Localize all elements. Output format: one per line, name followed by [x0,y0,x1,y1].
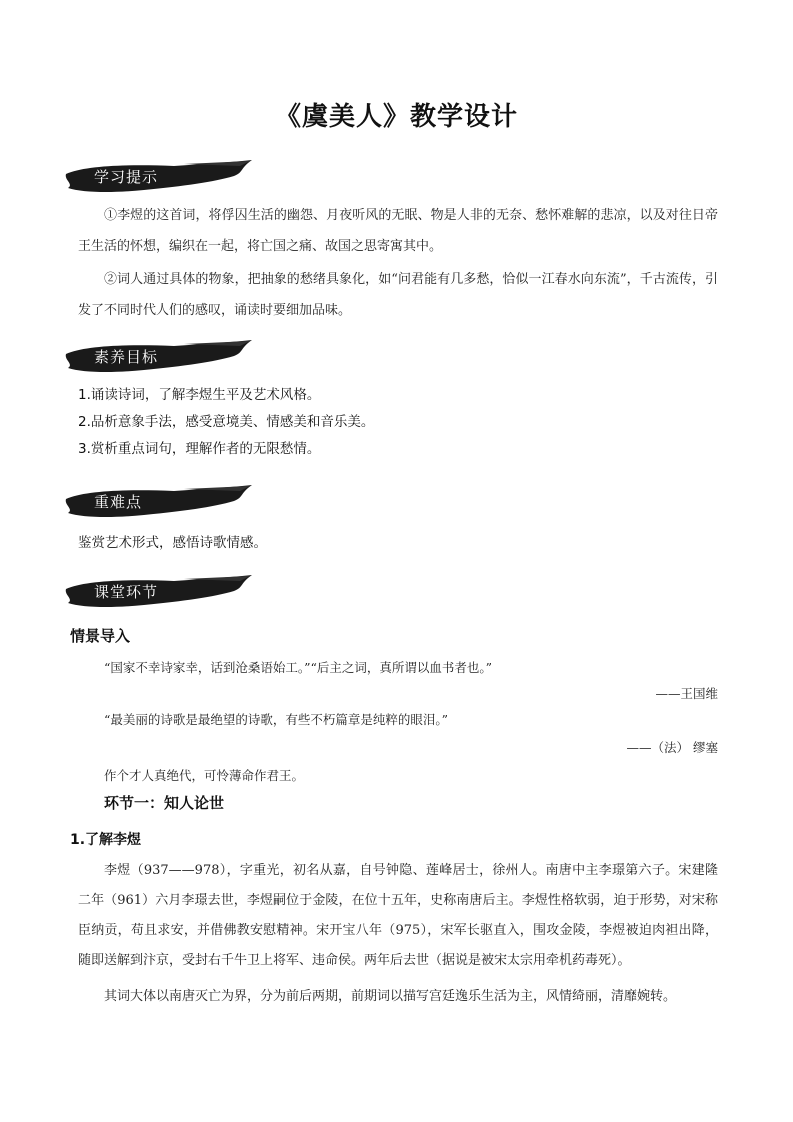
section-heading: 重难点 [94,493,143,511]
brush-stroke-icon [64,340,254,374]
quote-2: “最美丽的诗歌是最绝望的诗歌，有些不朽篇章是纯粹的眼泪。” [104,712,449,727]
section-heading: 学习提示 [94,168,159,186]
section-heading: 课堂环节 [94,583,159,601]
list-item: 2.品析意象手法，感受意境美、情感美和音乐美。 [78,414,375,430]
step-1-title: 环节一：知人论世 [104,794,225,812]
brush-stroke-icon [64,575,254,609]
goals-list [78,382,374,463]
brush-stroke-icon [64,160,254,194]
page-title: 《虞美人》教学设计 [274,102,518,132]
section-heading: 素养目标 [94,348,159,366]
section-banner-class [64,575,254,609]
section-banner-goals [64,340,254,374]
bio-paragraph: 李煜（937——978），字重光，初名从嘉，自号钟隐、莲峰居士，徐州人。南唐中主李璟第六子。宋建隆二年（961）六月李璟去世，李煜嗣位于金陵，在位十五年，史称南唐后主。李煜性格软弱，迫于形势，对宋称臣纳贡，苟且求安，并借佛教安慰精神。宋开宝八年（975），宋军长驱直入，围攻金陵，李煜被迫肉袒出降，随即送解到汴京，受封右千牛卫上将军、违命侯。两年后去世（据说是被宋太宗用牵机药毒死）。 [78,863,718,968]
section-banner-tips [64,160,254,194]
list-item: 1.诵读诗词，了解李煜生平及艺术风格。 [78,387,321,403]
list-item: 3.赏析重点词句，理解作者的无限愁情。 [78,441,321,457]
brush-stroke-icon [64,485,254,519]
quote-1-author: ——王国维 [655,686,718,701]
style-paragraph: 其词大体以南唐灭亡为界，分为前后两期，前期词以描写宫廷逸乐生活为主，风情绮丽，清靡婉转。 [104,989,677,1004]
key-text: 鉴赏艺术形式，感悟诗歌情感。 [78,535,267,551]
intro-line: 作个才人真绝代，可怜薄命作君王。 [104,768,305,783]
tips-paragraph-2: ②词人通过具体的物象，把抽象的愁绪具象化，如“问君能有几多愁，恰似一江春水向东流”，千古流传，引发了不同时代人们的感叹，诵读时要细加品味。 [78,272,718,318]
quote-2-author: ——（法） 缪塞 [626,740,718,755]
sub-1-title: 1.了解李煜 [70,832,142,848]
tips-paragraph-1: ①李煜的这首词，将俘囚生活的幽怨、月夜听风的无眠、物是人非的无奈、愁怀难解的悲凉，以及对往日帝王生活的怀想，编织在一起，将亡国之痛、故国之思寄寓其中。 [78,208,718,254]
section-banner-key [64,485,254,519]
quote-1: “国家不幸诗家幸，话到沧桑语始工。”“后主之词，真所谓以血书者也。” [104,660,493,675]
intro-title: 情景导入 [70,627,131,645]
